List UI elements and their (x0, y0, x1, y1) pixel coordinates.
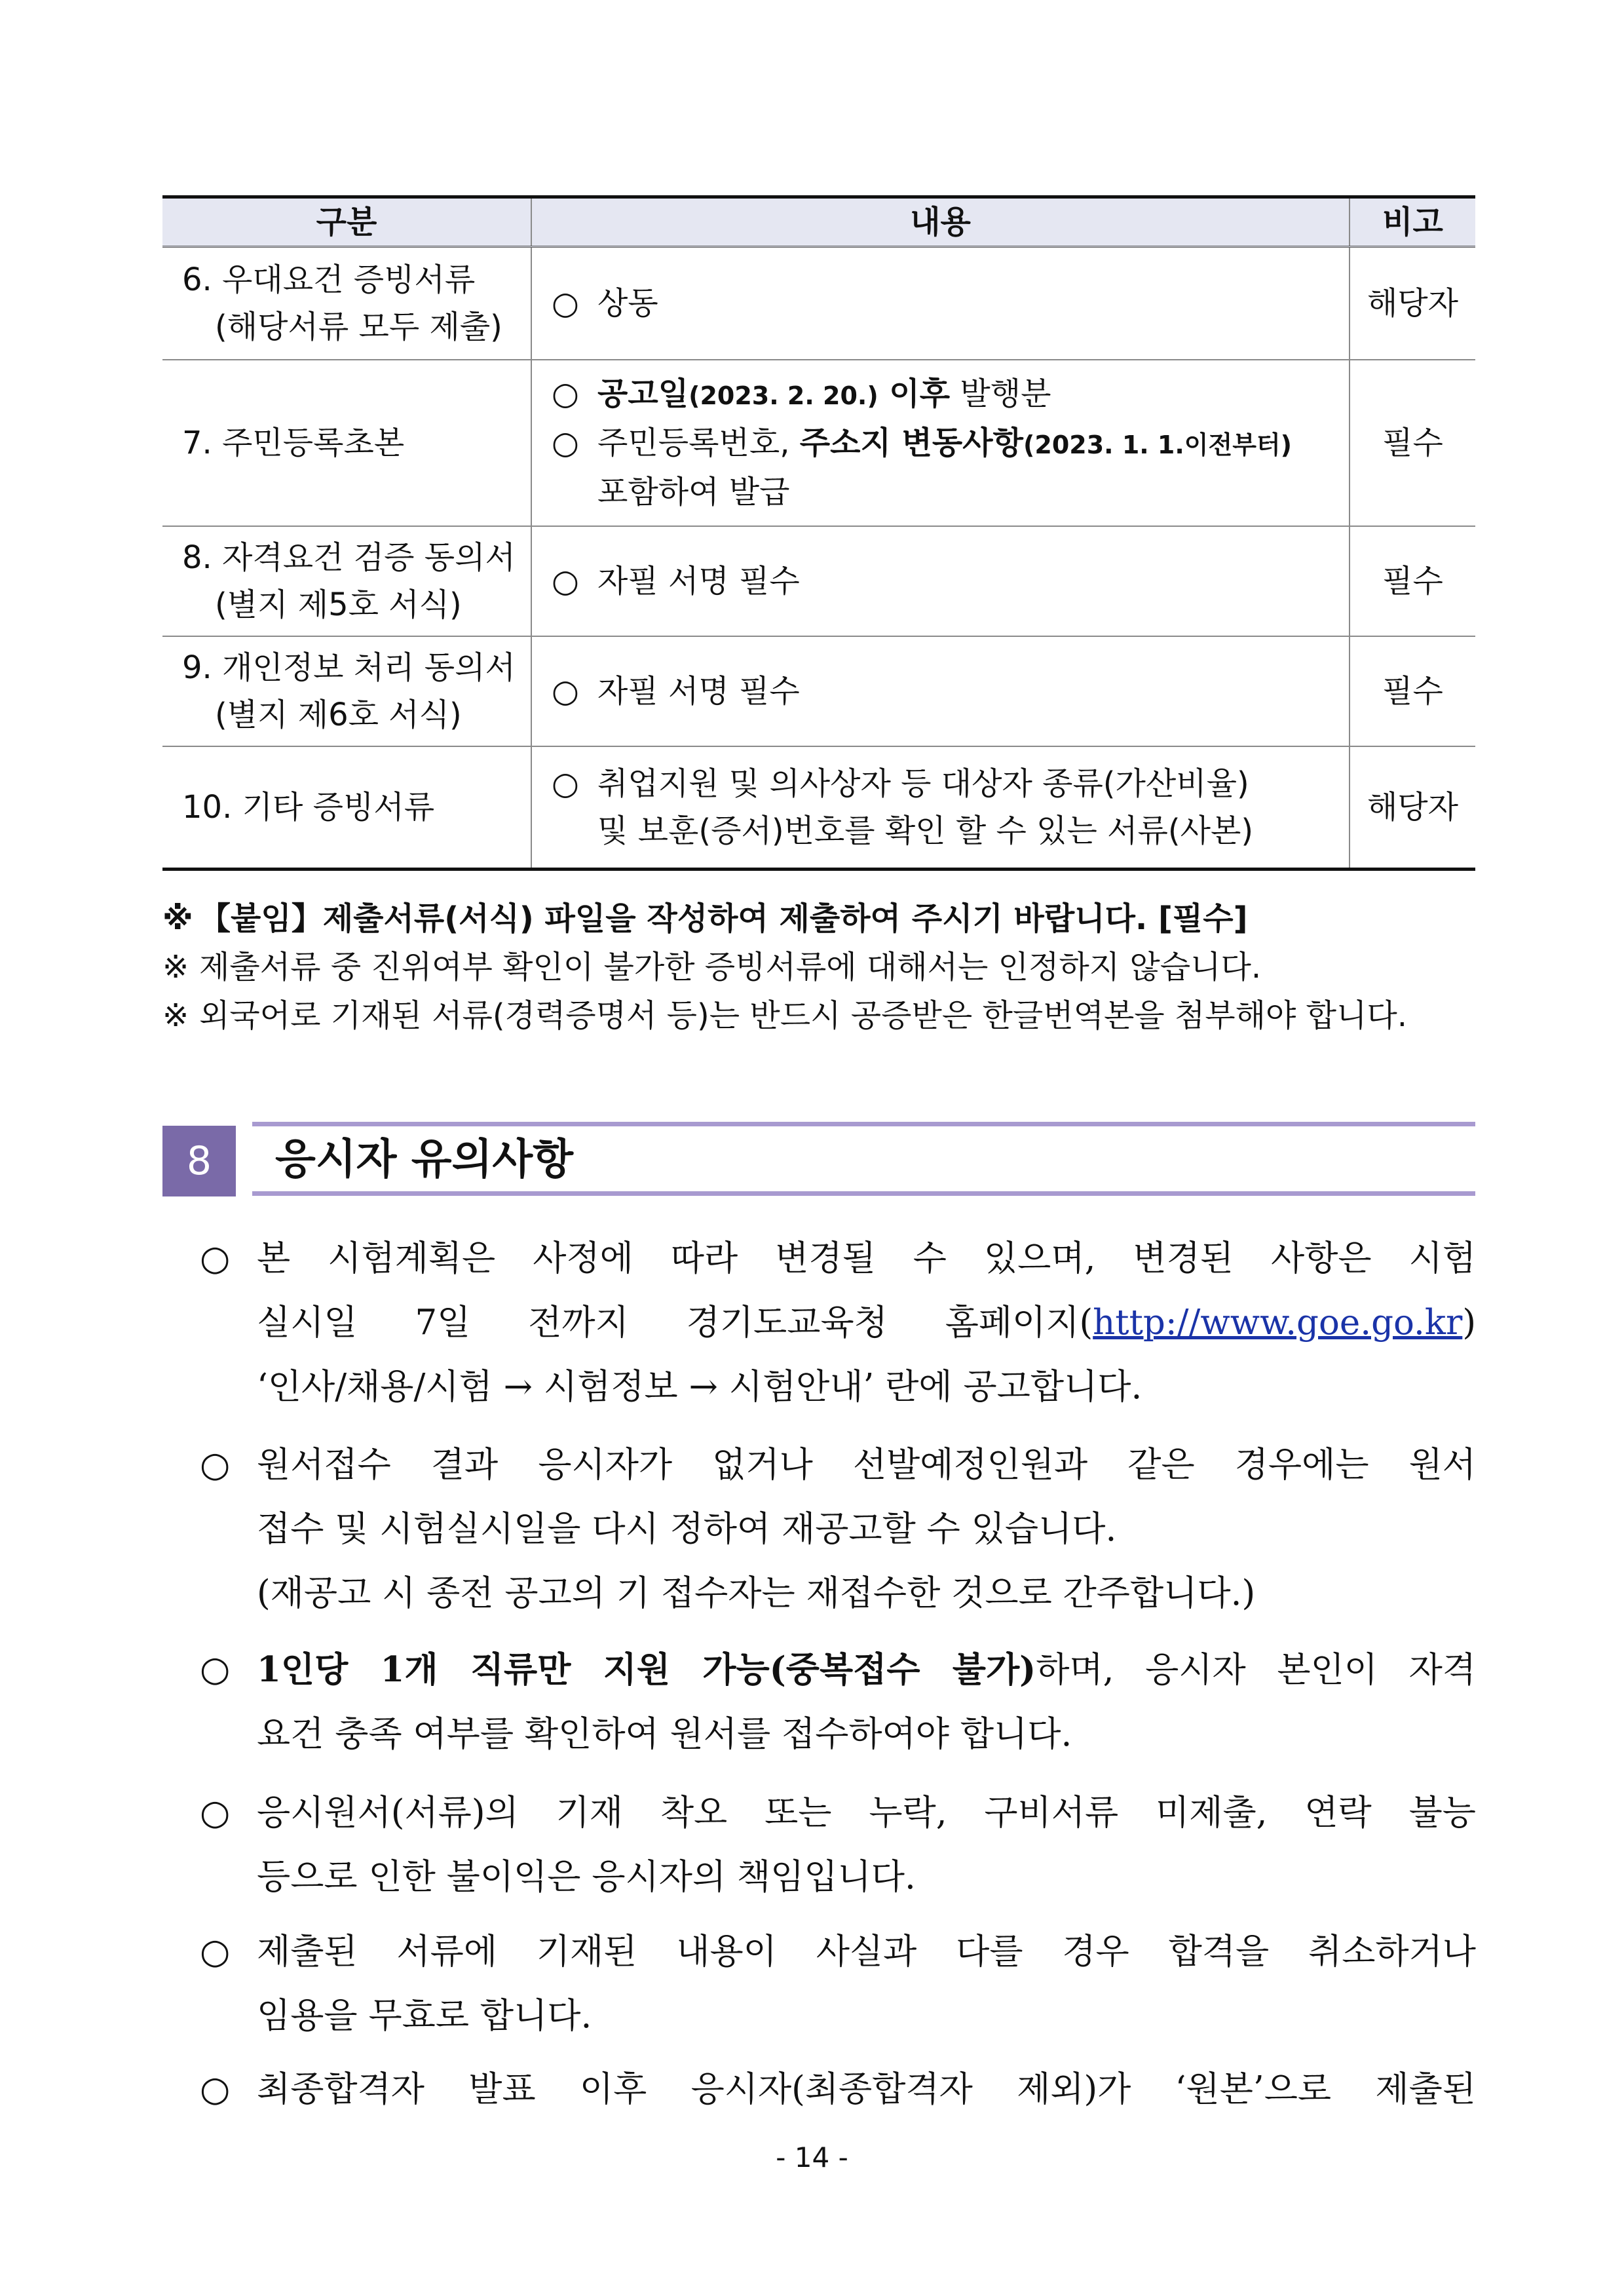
category-title: 6. 우대요건 증빙서류 (182, 261, 476, 298)
footnote: ※ 【붙임】제출서류(서식) 파일을 작성하여 제출하여 주시기 바랍니다. [필수] (162, 894, 1475, 943)
row-content (531, 526, 1350, 636)
footnote: ※ 외국어로 기재된 서류(경력증명서 등)는 반드시 공증받은 한글번역본을 첨부해야 합니다. (162, 991, 1475, 1040)
paragraph-line: ○ 최종합격자 발표 이후 응시자(최종합격자 제외)가 ‘원본’으로 제출된 (200, 2057, 1476, 2122)
category-title: 7. 주민등록초본 (182, 424, 405, 461)
row-content (531, 746, 1350, 870)
header-category: 구분 (162, 197, 531, 247)
category-title: 10. 기타 증빙서류 (182, 788, 435, 826)
paragraph-line: ○ 응시원서(서류)의 기재 착오 또는 누락, 구비서류 미제출, 연락 불능 (200, 1781, 1476, 1845)
website-link[interactable]: http://www.goe.go.kr (1093, 1303, 1463, 1343)
row-remark: 해당자 (1350, 247, 1475, 360)
paragraph-line (200, 1291, 1476, 1355)
notice-paragraph (200, 2057, 1476, 2122)
row-content (531, 636, 1350, 746)
row-content (531, 360, 1350, 526)
paragraph-line (200, 1637, 1476, 1702)
plain-text: 발행분 (950, 375, 1051, 412)
category-subtitle: (해당서류 모두 제출) (215, 308, 502, 345)
row-category (162, 636, 531, 746)
row-category (162, 526, 531, 636)
footnotes (162, 894, 1475, 1040)
row-remark: 해당자 (1350, 746, 1475, 870)
paragraph-line: 임용을 무효로 합니다. (257, 1996, 592, 2036)
row-remark: 필수 (1350, 360, 1475, 526)
table-header-row (162, 197, 1475, 247)
paragraph-line: ‘인사/채용/시험 → 시험정보 → 시험안내’ 란에 공고합니다. (257, 1367, 1142, 1407)
notice-paragraph (200, 1433, 1476, 1626)
content-bullet (552, 370, 1345, 419)
category-title: 9. 개인정보 처리 동의서 (182, 649, 516, 686)
notice-paragraph (200, 1637, 1476, 1767)
date-text: (2023. 2. 20.) (689, 381, 878, 410)
category-subtitle: (별지 제6호 서식) (215, 696, 462, 733)
row-remark: 필수 (1350, 526, 1475, 636)
bold-text: 이후 (878, 375, 951, 412)
header-content: 내용 (531, 197, 1350, 247)
paragraph-line: ○ 원서접수 결과 응시자가 없거나 선발예정인원과 같은 경우에는 원서 (200, 1433, 1476, 1497)
plain-text: 포함하여 발급 (597, 473, 790, 510)
paragraph-line: 등으로 인한 불이익은 응시자의 책임입니다. (257, 1857, 916, 1897)
paragraph-line: 접수 및 시험실시일을 다시 정하여 재공고할 수 있습니다. (257, 1509, 1117, 1549)
page-number: - 14 - (776, 2141, 848, 2173)
table-row (162, 526, 1475, 636)
row-category (162, 360, 531, 526)
header-remark: 비고 (1350, 197, 1475, 247)
notice-paragraph (200, 1227, 1476, 1419)
table-row (162, 360, 1475, 526)
category-subtitle: (별지 제5호 서식) (215, 586, 462, 623)
section-number-badge: 8 (162, 1126, 236, 1196)
notice-paragraph (200, 1781, 1476, 1909)
row-remark: 필수 (1350, 636, 1475, 746)
content-bullet: ○ 상동 (552, 280, 1345, 327)
table-row (162, 636, 1475, 746)
paragraph-line: 요건 충족 여부를 확인하여 원서를 접수하여야 합니다. (257, 1714, 1072, 1754)
row-content (531, 247, 1350, 360)
documents-table (162, 195, 1475, 871)
row-category (162, 247, 531, 360)
row-category (162, 746, 531, 870)
content-bullet (552, 760, 1345, 854)
paragraph-line: ○ 제출된 서류에 기재된 내용이 사실과 다를 경우 합격을 취소하거나 (200, 1920, 1476, 1984)
plain-text: 주민등록번호, (597, 424, 800, 461)
category-title: 8. 자격요건 검증 동의서 (182, 539, 516, 576)
section-rule-top (252, 1122, 1475, 1126)
content-bullet (552, 419, 1345, 516)
notice-paragraph (200, 1920, 1476, 2048)
bold-text: 공고일 (597, 375, 689, 412)
plain-text: ) (1462, 1303, 1476, 1343)
content-bullet: ○ 자필 서명 필수 (552, 558, 1345, 605)
paragraph-line: (재공고 시 종전 공고의 기 접수자는 재접수한 것으로 간주합니다.) (257, 1573, 1256, 1613)
section-title: 응시자 유의사항 (275, 1136, 574, 1184)
bold-text: 1인당 1개 직류만 지원 가능(중복접수 불가) (257, 1649, 1036, 1690)
table-row (162, 746, 1475, 870)
date-text: (2023. 1. 1.이전부터) (1023, 430, 1293, 459)
paragraph-line: ○ 본 시험계획은 사정에 따라 변경될 수 있으며, 변경된 사항은 시험 (200, 1227, 1476, 1291)
plain-text: 및 보훈(증서)번호를 확인 할 수 있는 서류(사본) (597, 812, 1254, 849)
bold-text: 주소지 변동사항 (799, 424, 1024, 461)
footnote: ※ 제출서류 중 진위여부 확인이 불가한 증빙서류에 대해서는 인정하지 않습니다. (162, 943, 1475, 991)
content-bullet: ○ 자필 서명 필수 (552, 668, 1345, 715)
plain-text: 취업지원 및 의사상자 등 대상자 종류(가산비율) (597, 765, 1249, 802)
plain-text: 실시일 7일 전까지 경기도교육청 홈페이지( (257, 1303, 1093, 1343)
table-row (162, 247, 1475, 360)
plain-text: 하며, 응시자 본인이 자격 (1036, 1650, 1476, 1690)
